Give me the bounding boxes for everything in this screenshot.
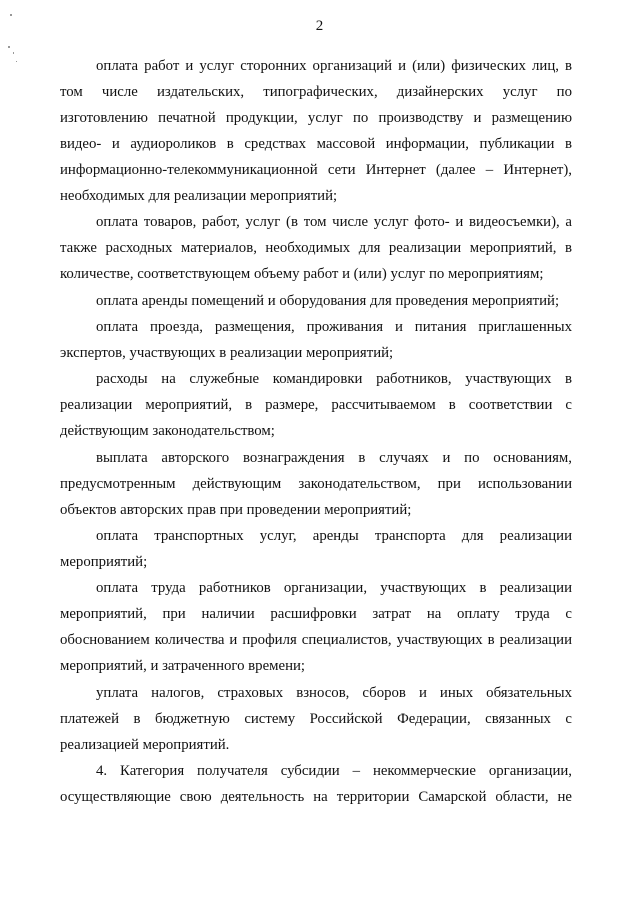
text-line: количестве, соответствующем объему работ и (или) услуг по мероприятиям;: [60, 266, 544, 282]
text-line: мероприятий;: [60, 554, 148, 570]
text-line: 4. Категория получателя субсидии – некоммерческие организации,: [96, 763, 572, 779]
text-line: оплата транспортных услуг, аренды транспорта для реализации: [96, 528, 572, 544]
page-number: 2: [315, 18, 324, 34]
text-line: уплата налогов, страховых взносов, сборов и иных обязательных: [96, 685, 572, 701]
scan-speck: [16, 61, 17, 62]
text-line: осуществляющие свою деятельность на территории Самарской области, не: [60, 789, 572, 805]
text-line: оплата работ и услуг сторонних организаций и (или) физических лиц, в: [96, 58, 572, 74]
scan-speck: [8, 46, 10, 48]
text-line: информационно-телекоммуникационной сети Интернет (далее – Интернет),: [60, 162, 572, 178]
text-line: также расходных материалов, необходимых для реализации мероприятий, в: [60, 240, 572, 256]
text-line: необходимых для реализации мероприятий;: [60, 188, 338, 204]
text-line: объектов авторских прав при проведении мероприятий;: [60, 502, 412, 518]
text-line: экспертов, участвующих в реализации мероприятий;: [60, 345, 394, 361]
text-line: предусмотренным действующим законодательством, при использовании: [60, 476, 572, 492]
scan-speck: [13, 52, 14, 54]
text-line: реализацией мероприятий.: [60, 737, 230, 753]
text-line: видео- и аудиороликов в средствах массовой информации, публикации в: [60, 136, 572, 152]
text-line: мероприятий, при наличии расшифровки затрат на оплату труда с: [60, 606, 572, 622]
text-line: обоснованием количества и профиля специалистов, участвующих в реализации: [60, 632, 572, 648]
text-line: оплата аренды помещений и оборудования для проведения мероприятий;: [96, 293, 560, 309]
text-line: оплата товаров, работ, услуг (в том числе услуг фото- и видеосъемки), а: [96, 214, 572, 230]
text-line: оплата проезда, размещения, проживания и питания приглашенных: [96, 319, 572, 335]
text-line: том числе издательских, типографических, дизайнерских услуг по: [60, 84, 572, 100]
text-line: реализации мероприятий, в размере, рассчитываемом в соответствии с: [60, 397, 572, 413]
text-line: мероприятий, и затраченного времени;: [60, 658, 306, 674]
text-line: расходы на служебные командировки работников, участвующих в: [96, 371, 572, 387]
text-line: изготовлению печатной продукции, услуг по производству и размещению: [60, 110, 572, 126]
text-line: действующим законодательством;: [60, 423, 275, 439]
scan-speck: [10, 14, 12, 16]
text-line: платежей в бюджетную систему Российской Федерации, связанных с: [60, 711, 572, 727]
text-line: оплата труда работников организации, участвующих в реализации: [96, 580, 572, 596]
text-line: выплата авторского вознаграждения в случаях и по основаниям,: [96, 450, 572, 466]
